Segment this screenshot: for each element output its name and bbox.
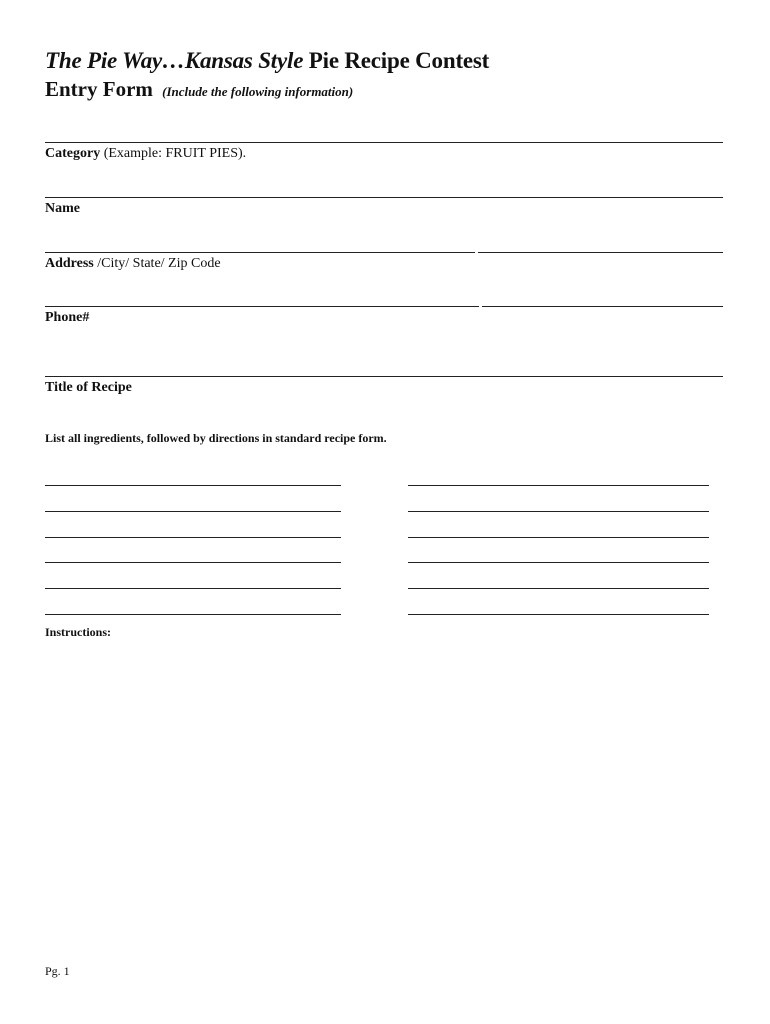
recipe-title-input-line[interactable] xyxy=(45,376,723,377)
ingredient-line[interactable] xyxy=(45,588,341,589)
ingredient-line[interactable] xyxy=(45,537,341,538)
phone-input-line-left[interactable] xyxy=(45,306,479,307)
phone-label-text: Phone# xyxy=(45,310,90,325)
ingredient-line[interactable] xyxy=(408,614,709,615)
phone-label xyxy=(45,310,89,326)
form-subtitle xyxy=(45,77,353,102)
address-label-text: Address xyxy=(45,256,94,271)
ingredient-line[interactable] xyxy=(45,485,341,486)
ingredient-line[interactable] xyxy=(45,614,341,615)
recipe-title-label-text: Title of Recipe xyxy=(45,380,132,395)
category-hint: (Example: FRUIT PIES). xyxy=(103,146,247,161)
category-label-text: Category xyxy=(45,146,101,161)
ingredient-line[interactable] xyxy=(408,537,709,538)
ingredients-instruction: List all ingredients, followed by directions in standard recipe form. xyxy=(45,431,387,445)
subtitle-text: Entry Form xyxy=(45,77,153,101)
ingredient-line[interactable] xyxy=(408,562,709,563)
category-label xyxy=(45,146,246,162)
page-number: Pg. 1 xyxy=(45,964,70,978)
phone-input-line-right[interactable] xyxy=(482,306,723,307)
ingredient-line[interactable] xyxy=(45,511,341,512)
address-label xyxy=(45,256,221,272)
name-label-text: Name xyxy=(45,201,80,216)
contest-name: The Pie Way…Kansas Style xyxy=(45,48,304,73)
name-label xyxy=(45,201,80,217)
form-title xyxy=(45,48,489,74)
instructions-label: Instructions: xyxy=(45,625,112,639)
contest-title-rest: Pie Recipe Contest xyxy=(308,48,490,73)
name-input-line[interactable] xyxy=(45,197,723,198)
ingredient-line[interactable] xyxy=(408,485,709,486)
ingredient-line[interactable] xyxy=(408,588,709,589)
recipe-title-label xyxy=(45,380,132,396)
address-input-line-right[interactable] xyxy=(478,252,723,253)
ingredient-line[interactable] xyxy=(45,562,341,563)
category-input-line[interactable] xyxy=(45,142,723,143)
address-input-line-left[interactable] xyxy=(45,252,475,253)
ingredient-line[interactable] xyxy=(408,511,709,512)
address-hint: /City/ State/ Zip Code xyxy=(97,256,221,271)
subtitle-note: (Include the following information) xyxy=(162,84,354,99)
